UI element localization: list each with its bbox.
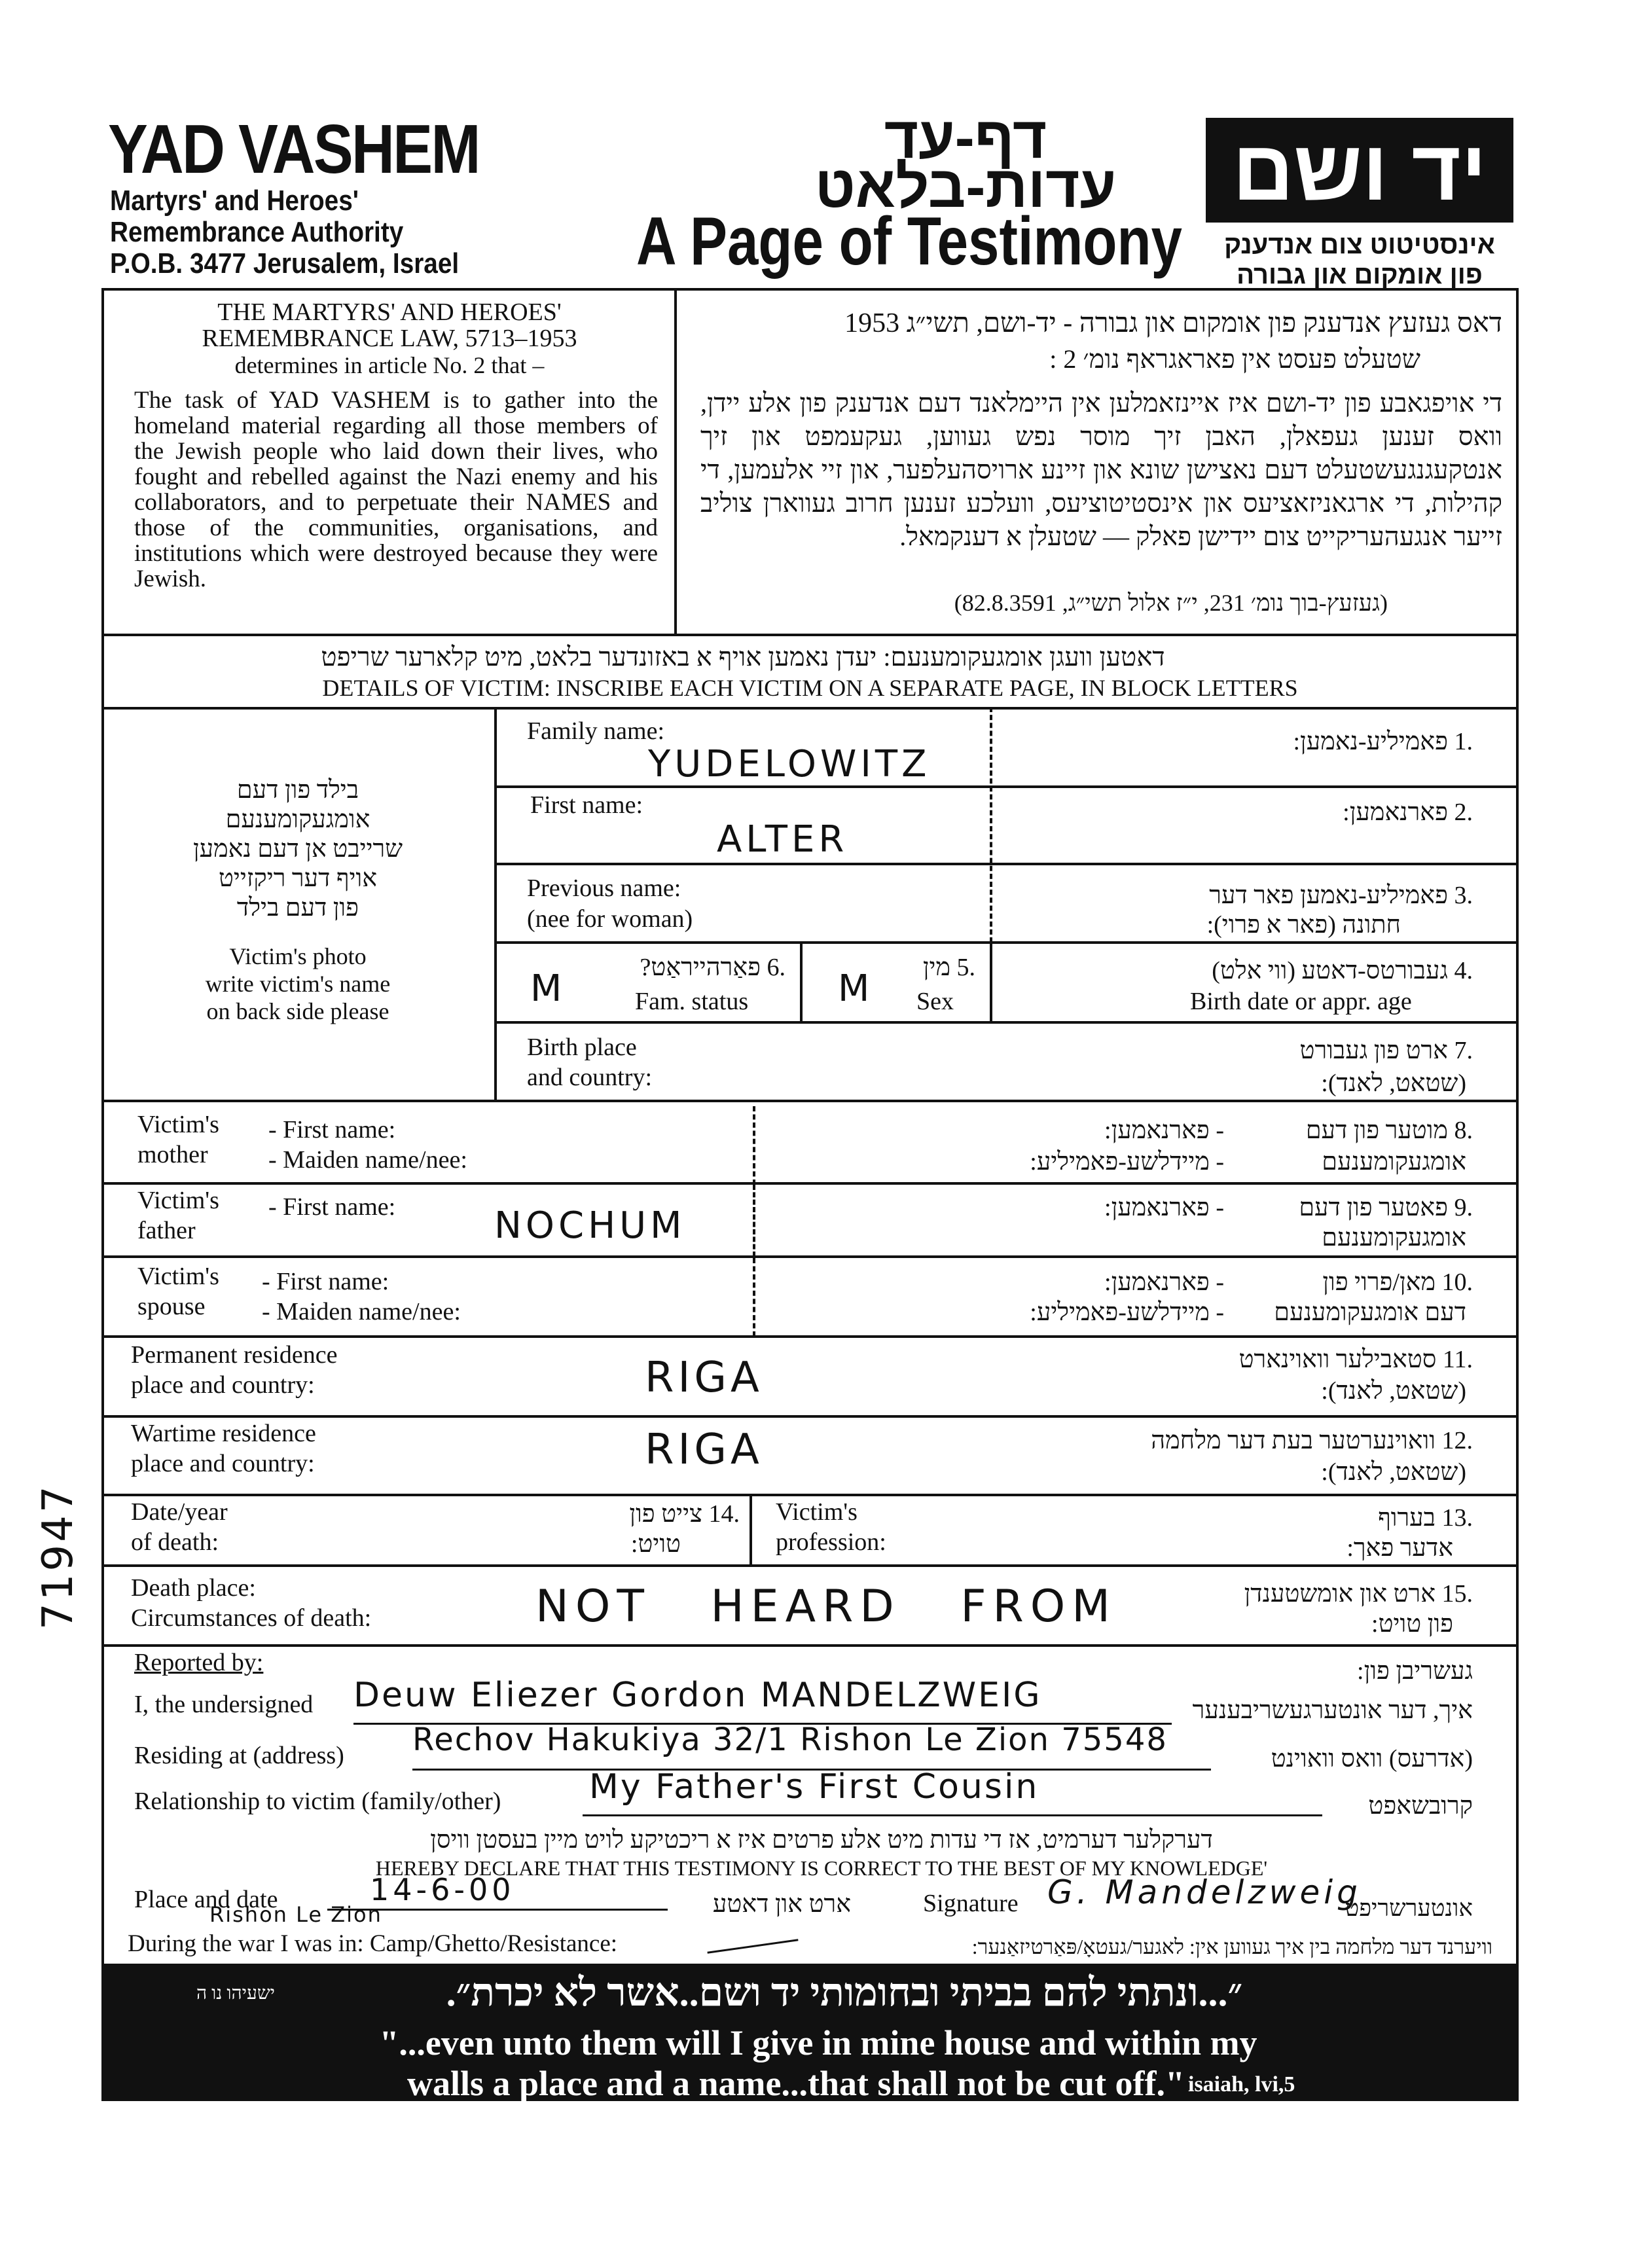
birth-place-heb-1: .7 ארט פון געבורט bbox=[1299, 1037, 1473, 1064]
photo-heb-5: פון דעם בילד bbox=[236, 894, 359, 922]
relationship-label: Relationship to victim (family/other) bbox=[134, 1788, 501, 1815]
family-name-heb: .1 פאמיליע-נאמען: bbox=[1293, 728, 1473, 755]
law-title-2: REMEMBRANCE LAW, 5713–1953 bbox=[202, 325, 577, 352]
address-value[interactable]: Rechov Hakukiya 32/1 Rishon Le Zion 75548 bbox=[412, 1721, 1168, 1758]
fam-status-label: Fam. status bbox=[635, 988, 749, 1015]
footer-heb-ref: ישעיהו נו ה bbox=[196, 1983, 275, 2004]
footer-en-ref: isaiah, lvi,5 bbox=[1188, 2072, 1295, 2097]
perm-res-value[interactable]: RIGA bbox=[645, 1354, 763, 1402]
address-heb: (אדרעס) וואס וואוינט bbox=[1271, 1745, 1473, 1773]
heb-title-1: דף-עד bbox=[884, 105, 1047, 171]
place-date-heb: ארט און דאטע bbox=[712, 1890, 851, 1918]
perm-res-label-2: place and country: bbox=[131, 1371, 315, 1399]
perm-res-label-1: Permanent residence bbox=[131, 1341, 338, 1369]
war-res-heb-1: .12 וואוינערטער בעת דער מלחמה bbox=[1151, 1427, 1473, 1454]
spouse-heb-title-2: דעם אומגעקומענעם bbox=[1274, 1299, 1466, 1326]
mother-heb-title-2: אומגעקומענעם bbox=[1322, 1148, 1466, 1176]
reported-by-label: Reported by: bbox=[134, 1649, 264, 1676]
father-title-2: father bbox=[137, 1217, 196, 1244]
birth-date-label: Birth date or appr. age bbox=[1190, 988, 1412, 1015]
law-title-1: THE MARTYRS' AND HEROES' bbox=[217, 298, 562, 326]
details-header-en: DETAILS OF VICTIM: INSCRIBE EACH VICTIM ON A SEPARATE PAGE, IN BLOCK LETTERS bbox=[322, 675, 1298, 701]
photo-heb-3: שרייבט אן דעם נאמען bbox=[192, 835, 403, 863]
law-heb-ref: (געזעץ-בוך נומ׳ 231, י״ז אלול תשי״ג, 82.8.3591) bbox=[954, 590, 1388, 616]
previous-name-label-1: Previous name: bbox=[527, 874, 681, 902]
fam-status-heb: .6 פאַרהייראַט? bbox=[640, 954, 786, 981]
law-body: The task of YAD VASHEM is to gather into the homeland material regarding all those members of the Jewish people who laid down their lives, who fought and rebelled against the Nazi enemy and his collaborators, and to perpetuate their NAMES and those of the communities, organisations, and institutions which were destroyed because they were Jewish. bbox=[134, 387, 658, 592]
spouse-heb-title-1: .10 מאן/פרוי פון bbox=[1322, 1269, 1473, 1296]
father-first-label: - First name: bbox=[268, 1193, 396, 1221]
signature-value[interactable]: G. Mandelzweig bbox=[1047, 1873, 1362, 1911]
death-place-label-2: Circumstances of death: bbox=[131, 1604, 372, 1632]
logo-sub-2: פון אומקום און גבורה bbox=[1237, 261, 1483, 289]
father-value[interactable]: NOCHUM bbox=[494, 1204, 686, 1247]
yad-vashem-logo: יד ושם bbox=[1206, 118, 1513, 223]
footer-en-line-1: "...even unto them will I give in mine house and within my bbox=[379, 2023, 1257, 2062]
fam-status-value[interactable]: M bbox=[530, 967, 566, 1010]
law-title-3: determines in article No. 2 that – bbox=[234, 352, 545, 378]
reported-by-heb: געשריבן פון: bbox=[1357, 1657, 1473, 1685]
photo-heb-1: בילד פון דעם bbox=[236, 776, 359, 804]
father-title-1: Victim's bbox=[137, 1187, 219, 1214]
profession-label-1: Victim's bbox=[776, 1498, 858, 1526]
mother-title-2: mother bbox=[137, 1141, 208, 1168]
perm-res-heb-2: (שטאט, לאנד): bbox=[1321, 1377, 1466, 1405]
death-place-label-1: Death place: bbox=[131, 1574, 256, 1602]
place-date-value[interactable]: 14-6-00 bbox=[370, 1872, 515, 1907]
mother-heb-maiden: - מיידלשע-פאמיליע: bbox=[1030, 1148, 1224, 1176]
perm-res-heb-1: .11 סטאביל​ער וואוינארט bbox=[1238, 1346, 1473, 1373]
death-date-heb-2: טויט: bbox=[630, 1530, 681, 1558]
declare-heb: דערקלער דערמיט, אז די עדות מיט אלע פרטים איז א ריכטיקע לויט מיין בעסטן וויסן bbox=[430, 1826, 1213, 1854]
spouse-heb-maiden: - מיידלשע-פאמיליע: bbox=[1030, 1299, 1224, 1326]
family-name-value[interactable]: YUDELOWITZ bbox=[648, 743, 931, 785]
relationship-value[interactable]: My Father's First Cousin bbox=[589, 1767, 1039, 1807]
photo-en-2: write victim's name bbox=[205, 971, 391, 997]
signature-heb: אונטערשריפט bbox=[1345, 1895, 1473, 1921]
law-heb-line-2: שטעלט פעסט אין פאראגראף נומ׳ 2 : bbox=[1049, 344, 1420, 374]
logo-sub-1: אינסטיטוט צום אנדענק bbox=[1224, 230, 1495, 259]
sex-heb: .5 מין bbox=[922, 954, 975, 981]
mother-maiden-label: - Maiden name/nee: bbox=[268, 1146, 467, 1174]
death-place-heb-2: פון טויט: bbox=[1371, 1610, 1453, 1638]
previous-name-label-2: (nee for woman) bbox=[527, 905, 693, 933]
during-war-heb: וויערנד דער מלחמה בין איך געווען אין: לאגער/געטאָ/פּאַרטיזאַנער: bbox=[971, 1935, 1492, 1958]
birth-place-label-2: and country: bbox=[527, 1064, 653, 1091]
birth-place-heb-2: (שטאט, לאנד): bbox=[1321, 1070, 1466, 1097]
mother-first-label: - First name: bbox=[268, 1116, 396, 1143]
undersigned-heb: איך, דער אונטערגעשריבענער bbox=[1192, 1697, 1473, 1724]
details-header-heb: דאטען וועגן אומגעקומענעם: יעדן נאמען אויף א באזונדער בלאט, מיט קלארער שריפט bbox=[321, 642, 1165, 672]
death-date-heb-1: .14 צייט פון bbox=[629, 1500, 740, 1528]
family-name-label: Family name: bbox=[527, 717, 665, 745]
margin-number: 71947 bbox=[34, 1483, 82, 1630]
heb-title-2: עדות-בלאט bbox=[814, 154, 1117, 220]
first-name-value[interactable]: ALTER bbox=[717, 818, 848, 861]
war-res-label-2: place and country: bbox=[131, 1450, 315, 1477]
page-title: A Page of Testimony bbox=[636, 204, 1182, 279]
org-address: P.O.B. 3477 Jerusalem, Israel bbox=[110, 247, 460, 279]
death-place-value[interactable]: NOT HEARD FROM bbox=[535, 1581, 1117, 1632]
org-line-2: Remembrance Authority bbox=[110, 216, 404, 248]
place-date-label: Place and date bbox=[134, 1886, 278, 1913]
first-name-label: First name: bbox=[530, 791, 643, 819]
death-place-heb-1: .15 ארט און אומשטענדן bbox=[1244, 1580, 1473, 1608]
spouse-heb-first: - פארנאמען: bbox=[1104, 1269, 1224, 1296]
previous-name-heb-2: חתונה (פאר א פרוי): bbox=[1206, 911, 1401, 939]
footer-heb-quote: ״...ונתתי להם בביתי ובחומותי יד ושם..אשר לא יכרת״. bbox=[446, 1971, 1243, 2014]
first-name-heb: .2 פארנאמען: bbox=[1343, 799, 1473, 826]
photo-heb-2: אומגעקומענעם bbox=[225, 806, 370, 833]
father-heb-first: - פארנאמען: bbox=[1104, 1194, 1224, 1221]
mother-heb-title-1: .8 מוטער פון דעם bbox=[1305, 1117, 1473, 1144]
photo-en-3: on back side please bbox=[206, 998, 389, 1024]
law-heb-body: די אויפגאבע פון יד-ושם איז איינזאמלען אין היימלאנד דעם אנדענק פון אלע יידן, וואס זענען געפאלן, האבן זיך מוסר נפש געווען, געקעמפט און זיך אנטקעגנגעשטעלט דעם נאצישן שונא און זיינע ארויסהעלפער, און זיי אלעמען, די קהילות, די ארגאניזאציעס און אינסטיטוציעס, וועלכע זענען חרוב געווארן צוליב זייער אנגעהעריקייט צום יידישן פאלק — שטעלן א דענקמאל. bbox=[700, 388, 1502, 551]
spouse-first-label: - First name: bbox=[262, 1268, 389, 1295]
footer-en-line-2: walls a place and a name...that shall not be cut off." bbox=[406, 2064, 1185, 2103]
org-title: YAD VASHEM bbox=[108, 111, 479, 188]
profession-heb-2: אדער פאך: bbox=[1346, 1534, 1453, 1562]
sex-label: Sex bbox=[916, 988, 954, 1015]
address-label: Residing at (address) bbox=[134, 1742, 344, 1769]
father-heb-title-1: .9 פאטער פון דעם bbox=[1299, 1194, 1473, 1221]
death-date-label-1: Date/year bbox=[131, 1498, 228, 1526]
profession-label-2: profession: bbox=[776, 1528, 886, 1556]
death-date-label-2: of death: bbox=[131, 1528, 219, 1556]
spouse-maiden-label: - Maiden name/nee: bbox=[262, 1298, 461, 1325]
declare-en: HEREBY DECLARE THAT THIS TESTIMONY IS CORRECT TO THE BEST OF MY KNOWLEDGE' bbox=[375, 1856, 1268, 1880]
photo-heb-4: אויף דער ריקזייט bbox=[218, 865, 378, 892]
during-war-label: During the war I was in: Camp/Ghetto/Resistance: bbox=[128, 1930, 618, 1957]
war-res-value[interactable]: RIGA bbox=[645, 1426, 763, 1474]
spouse-title-1: Victim's bbox=[137, 1263, 219, 1290]
war-res-heb-2: (שטאט, לאנד): bbox=[1321, 1458, 1466, 1486]
birth-date-heb: .4 געבורטס-דאטע (ווי אלט) bbox=[1212, 957, 1473, 984]
undersigned-label: I, the undersigned bbox=[134, 1691, 314, 1718]
spouse-title-2: spouse bbox=[137, 1293, 206, 1320]
undersigned-value[interactable]: Deuw Eliezer Gordon MANDELZWEIG bbox=[353, 1676, 1042, 1715]
profession-heb-1: .13 בערוף bbox=[1378, 1504, 1473, 1532]
signature-label: Signature bbox=[923, 1890, 1019, 1917]
father-heb-title-2: אומגעקומענעם bbox=[1322, 1224, 1466, 1251]
photo-en-1: Victim's photo bbox=[229, 943, 367, 969]
place-value[interactable]: Rishon Le Zion bbox=[209, 1902, 382, 1927]
mother-title-1: Victim's bbox=[137, 1111, 219, 1138]
war-res-label-1: Wartime residence bbox=[131, 1420, 316, 1447]
birth-place-label-1: Birth place bbox=[527, 1034, 637, 1061]
previous-name-heb-1: .3 פאמיליע-נאמען פאר דער bbox=[1209, 882, 1473, 909]
org-line-1: Martyrs' and Heroes' bbox=[110, 185, 359, 217]
mother-heb-first: - פארנאמען: bbox=[1104, 1117, 1224, 1144]
relationship-heb: קרובשאפט bbox=[1368, 1792, 1473, 1820]
law-heb-line-1: דאס געזעץ אנדענק פון אומקום און גבורה - יד-ושם, תשי״ג 1953 bbox=[844, 308, 1502, 338]
sex-value[interactable]: M bbox=[838, 967, 874, 1010]
